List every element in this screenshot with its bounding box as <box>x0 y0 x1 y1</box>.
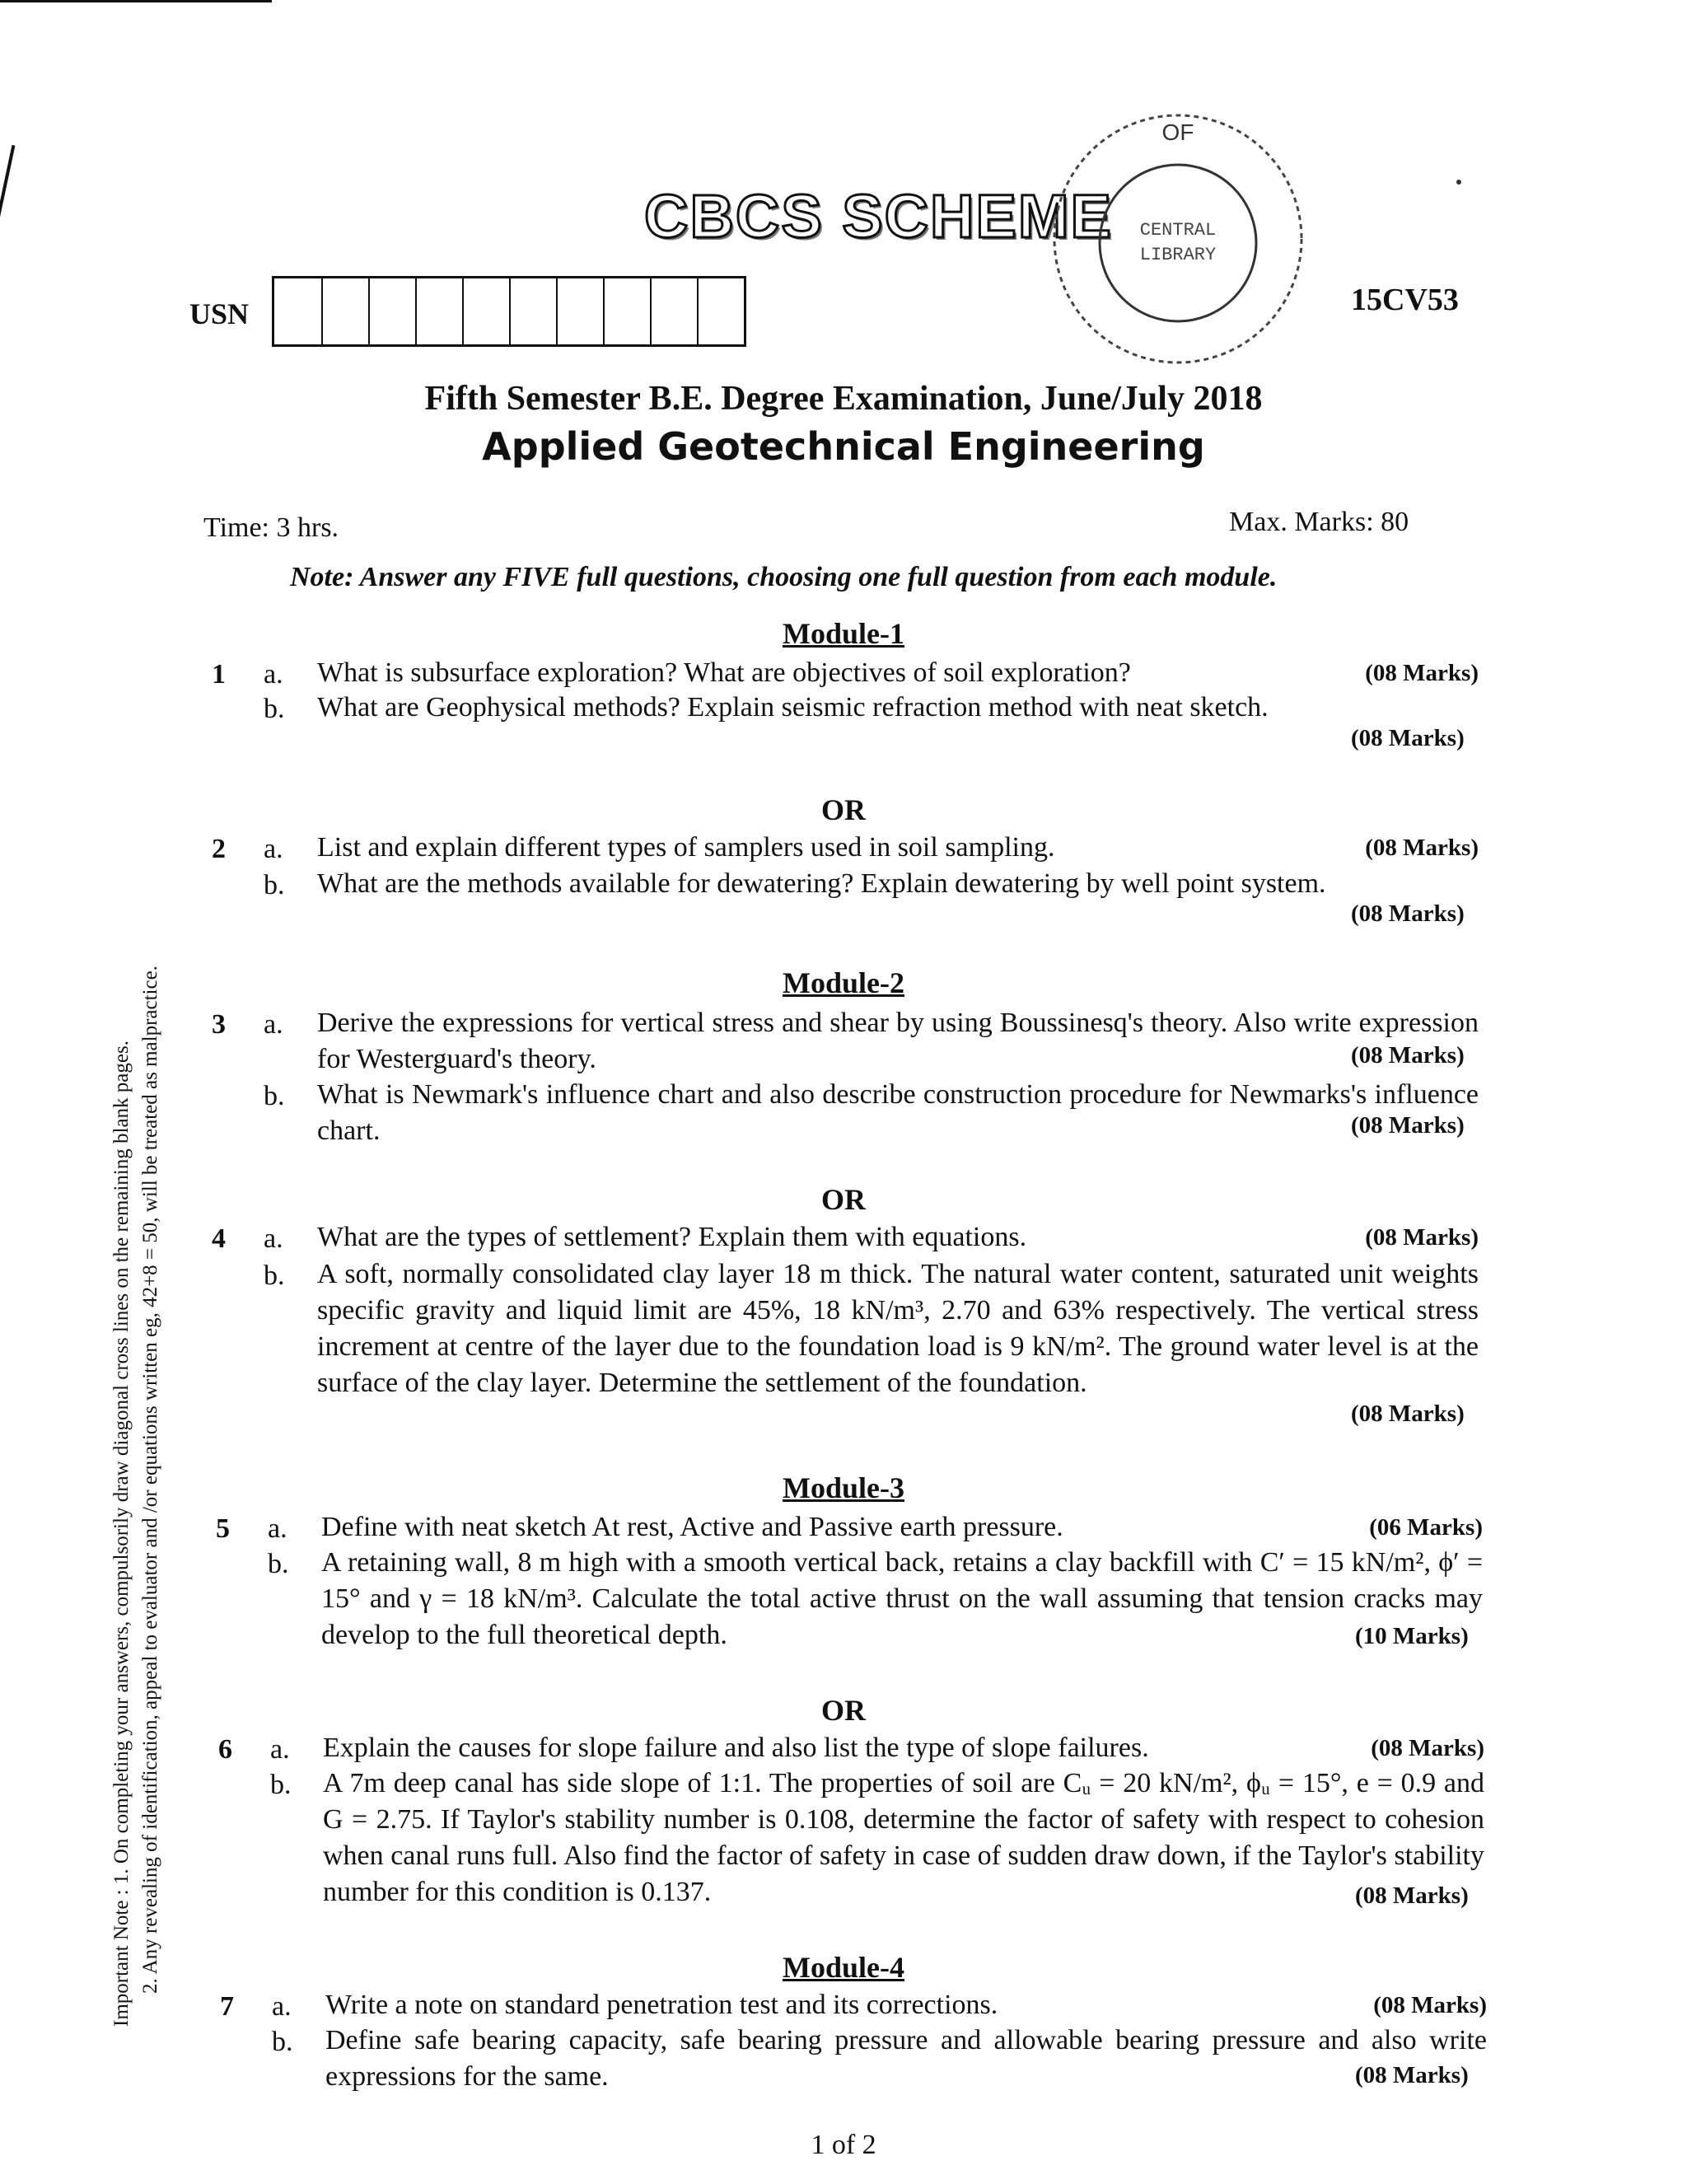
question-3b <box>317 1077 1479 1149</box>
question-number: 4 <box>212 1223 226 1254</box>
question-text: A retaining wall, 8 m high with a smooth vertical back, retains a clay backfill with C′ = 15 kN/m², ϕ′ = 15° and γ = 18 kN/m³. Calculate the total active thrust on the wall assuming that tension cracks may develop to the full theoretical depth. <box>321 1547 1483 1650</box>
question-text: What are Geophysical methods? Explain seismic refraction method with neat sketch. <box>317 692 1269 723</box>
side-note-line-1: Important Note : 1. On completing your answers, compulsorily draw diagonal cross lines on the remaining blank pages. <box>110 1041 133 2027</box>
question-2a <box>317 830 1479 866</box>
marks: (08 Marks) <box>1351 1401 1465 1427</box>
question-text: A 7m deep canal has side slope of 1:1. The properties of soil are Cᵤ = 20 kN/m², ϕᵤ = 15°, e = 0.9 and G = 2.75. If Taylor's stability number is 0.108, determine the factor of safety with respect to cohesion when canal runs full. Also find the factor of safety in case of sudden draw down, if the Taylor's stability number for this condition is 0.137. <box>323 1768 1484 1907</box>
max-marks: Max. Marks: 80 <box>1229 507 1409 537</box>
part-letter: a. <box>270 1734 290 1765</box>
or-separator: OR <box>821 1694 866 1727</box>
cbcs-scheme-banner: CBCS SCHEME <box>644 182 1113 250</box>
part-letter: b. <box>264 1081 285 1111</box>
question-5b <box>321 1545 1483 1653</box>
module-heading: Module-3 <box>783 1471 904 1504</box>
question-text: Define with neat sketch At rest, Active and Passive earth pressure. <box>321 1512 1063 1542</box>
question-3a <box>317 1005 1479 1078</box>
or-separator: OR <box>821 1183 866 1216</box>
marks: (10 Marks) <box>1355 1623 1469 1649</box>
time-allowed: Time: 3 hrs. <box>203 512 339 543</box>
part-letter: b. <box>270 1770 292 1800</box>
question-5a <box>321 1509 1483 1546</box>
question-text: List and explain different types of samplers used in soil sampling. <box>317 832 1055 863</box>
library-stamp <box>1038 99 1318 379</box>
instructions-note: Note: Answer any FIVE full questions, choosing one full question from each module. <box>290 562 1278 592</box>
part-letter: b. <box>272 2027 293 2057</box>
usn-boxes <box>272 276 746 347</box>
question-4a <box>317 1219 1479 1256</box>
question-text: Define safe bearing capacity, safe bearing pressure and allowable bearing pressure and also write expressions for the same. <box>325 2025 1487 2092</box>
question-number: 5 <box>216 1513 230 1544</box>
marks: (08 Marks) <box>1355 2062 1469 2088</box>
question-number: 1 <box>212 659 226 690</box>
part-letter: a. <box>264 834 283 864</box>
marks: (08 Marks) <box>1351 725 1465 751</box>
question-7b <box>325 2023 1487 2095</box>
or-separator: OR <box>821 793 866 826</box>
usn-box <box>697 278 744 344</box>
question-6a <box>323 1730 1484 1766</box>
question-number: 2 <box>212 834 226 864</box>
module-heading: Module-4 <box>783 1951 904 1984</box>
marks: (08 Marks) <box>1373 1992 1487 2018</box>
usn-box <box>603 278 650 344</box>
question-number: 7 <box>220 1991 234 2022</box>
part-letter: a. <box>264 1009 283 1040</box>
top-rule <box>0 0 272 2</box>
question-text: What is subsurface exploration? What are objectives of soil exploration? <box>317 657 1131 688</box>
part-letter: b. <box>264 1260 285 1291</box>
part-letter: a. <box>264 659 283 690</box>
usn-box <box>368 278 415 344</box>
marks: (06 Marks) <box>1369 1514 1483 1541</box>
question-text: A soft, normally consolidated clay layer 18 m thick. The natural water content, saturated unit weights specific gravity and liquid limit are 45%, 18 kN/m³, 2.70 and 63% respectively. The vertical stress increment at centre of the layer due to the foundation load is 9 kN/m². The ground water level is at the surface of the clay layer. Determine the settlement of the foundation. <box>317 1259 1479 1398</box>
speck <box>1456 180 1461 185</box>
question-1b <box>317 690 1479 726</box>
question-number: 6 <box>218 1734 232 1765</box>
marks: (08 Marks) <box>1351 1112 1465 1139</box>
usn-box <box>415 278 462 344</box>
marks: (08 Marks) <box>1365 1224 1479 1251</box>
marks: (08 Marks) <box>1365 660 1479 686</box>
usn-box <box>462 278 509 344</box>
question-text: What are the types of settlement? Explain them with equations. <box>317 1222 1027 1252</box>
question-2b <box>317 866 1479 902</box>
stamp-center-text: CENTRAL <box>1139 220 1217 241</box>
question-text: Explain the causes for slope failure and also list the type of slope failures. <box>323 1733 1149 1763</box>
question-1a <box>317 655 1479 691</box>
marks: (08 Marks) <box>1351 900 1465 927</box>
marks: (08 Marks) <box>1365 835 1479 861</box>
part-letter: a. <box>264 1223 283 1254</box>
question-4b <box>317 1256 1479 1401</box>
question-7a <box>325 1987 1487 2023</box>
part-letter: a. <box>268 1513 287 1544</box>
module-heading: Module-2 <box>783 966 904 999</box>
question-number: 3 <box>212 1009 226 1040</box>
usn-box <box>274 278 321 344</box>
marks: (08 Marks) <box>1355 1882 1469 1909</box>
page-number: 1 of 2 <box>811 2130 876 2160</box>
stamp-top-text: OF <box>1161 119 1194 145</box>
usn-label: USN <box>189 297 250 330</box>
margin-pen-mark <box>0 145 15 242</box>
marks: (08 Marks) <box>1351 1042 1465 1069</box>
usn-box <box>556 278 603 344</box>
question-text: Derive the expressions for vertical stress and shear by using Boussinesq's theory. Also write expression for Westerguard's theory. <box>317 1008 1479 1074</box>
part-letter: b. <box>268 1549 289 1579</box>
question-text: What is Newmark's influence chart and also describe construction procedure for Newmarks's influence chart. <box>317 1079 1479 1146</box>
part-letter: b. <box>264 694 285 724</box>
side-note-line-2: 2. Any revealing of identification, appeal to evaluator and /or equations written eg, 42+8 = 50, will be treated as malpractice. <box>139 966 161 1994</box>
usn-box <box>650 278 697 344</box>
module-heading: Module-1 <box>783 617 904 650</box>
question-text: Write a note on standard penetration test and its corrections. <box>325 1990 998 2020</box>
question-text: What are the methods available for dewatering? Explain dewatering by well point system. <box>317 868 1326 899</box>
part-letter: b. <box>264 870 285 900</box>
usn-box <box>321 278 368 344</box>
exam-title: Fifth Semester B.E. Degree Examination, June/July 2018 <box>424 380 1263 418</box>
usn-box <box>509 278 556 344</box>
stamp-center-text-2: LIBRARY <box>1139 245 1217 265</box>
question-6b <box>323 1765 1484 1910</box>
marks: (08 Marks) <box>1371 1735 1484 1761</box>
subject-code: 15CV53 <box>1351 283 1459 317</box>
subject-title: Applied Geotechnical Engineering <box>482 424 1205 469</box>
part-letter: a. <box>272 1991 292 2022</box>
